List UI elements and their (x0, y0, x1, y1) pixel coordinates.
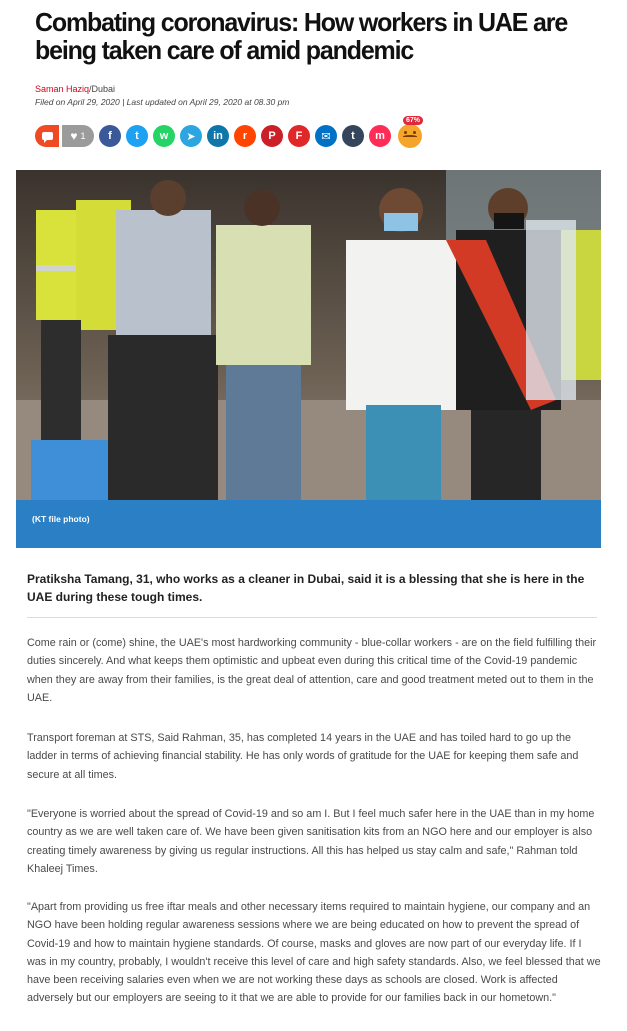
twitter-share-button[interactable] (126, 125, 148, 147)
telegram-icon: ➤ (186, 130, 196, 143)
share-buttons (99, 125, 396, 147)
article-paragraph: "Apart from providing us free iftar meals and other necessary items required to maintain hygiene, our company and an NGO have been holding regular awareness sessions where we are being educated on how to prevent the spread of Covid-19 and how to maintain hygiene standards. Of course, masks and gloves are now part of our everyday life. If I was in my country, probably, I wouldn't receive this level of care and high safety standards. Also, we feel blessed that we have been receiving salaries even when we are not working these days as schools are closed. Work is affected adversely but our employers are seeing to it that we are able to provide for our families back in our hometown." (27, 901, 601, 1005)
comment-icon (42, 132, 53, 140)
angry-face-icon (403, 135, 417, 138)
linkedin-icon: in (213, 130, 223, 142)
byline (35, 84, 115, 94)
tumblr-icon: t (351, 130, 355, 142)
email-icon: ✉ (321, 130, 331, 143)
flipboard-share-button[interactable] (288, 125, 310, 147)
hero-photo-illustration (16, 170, 601, 500)
byline-location: /Dubai (89, 84, 116, 94)
messenger-icon: m (375, 130, 385, 142)
messenger-share-button[interactable] (369, 125, 391, 147)
telegram-share-button[interactable] (180, 125, 202, 147)
reaction-eye-right (413, 131, 416, 134)
reddit-icon: r (242, 130, 248, 142)
heart-icon: ♥ (70, 129, 78, 143)
article-paragraph: Come rain or (come) shine, the UAE's most hardworking community - blue-collar workers - are on the field fulfilling their duties sincerely. And what keeps them optimistic and upbeat even during this critical time of the Covid-19 pandemic when they are away from their families, is the great deal of attention, care and good treatment meted out to them in the UAE. (27, 637, 597, 704)
reaction-badge: 67% (403, 116, 423, 125)
whatsapp-icon: w (159, 130, 169, 142)
reddit-share-button[interactable] (234, 125, 256, 147)
author-link[interactable]: Saman Haziq (35, 84, 90, 94)
twitter-icon: t (135, 130, 139, 142)
lead-divider (27, 617, 597, 618)
article-lead: Pratiksha Tamang, 31, who works as a cleaner in Dubai, said it is a blessing that she is here in the UAE during these tough times. (27, 572, 585, 604)
photo-caption: (KT file photo) (16, 500, 601, 548)
article-headline: Combating coronavirus: How workers in UAE are being taken care of amid pandemic (35, 7, 568, 65)
facebook-icon: f (108, 130, 112, 142)
like-count: 1 (80, 131, 86, 141)
hero-photo (16, 170, 601, 500)
flipboard-icon: F (295, 130, 303, 142)
linkedin-share-button[interactable] (207, 125, 229, 147)
hero-figure (16, 170, 601, 548)
pinterest-icon: P (268, 130, 276, 142)
reaction-button[interactable] (398, 117, 422, 148)
facebook-share-button[interactable] (99, 125, 121, 147)
article-paragraph: Transport foreman at STS, Said Rahman, 35, has completed 14 years in the UAE and has toiled hard to go up the ladder in terms of achieving financial stability. He has only words of gratitude for the UAE for keeping them safe and secure at all times. (27, 732, 579, 781)
article-paragraph: "Everyone is worried about the spread of Covid-19 and so am I. But I feel much safer here in the UAE than in my home country as we are well taken care of. We have been given sanitisation kits from an NGO here and our employer is also creating timely awareness by giving us regular instructions. All this has helped us stay calm and safe," Rahman told Khaleej Times. (27, 808, 595, 875)
like-button[interactable] (62, 125, 94, 147)
tumblr-share-button[interactable] (342, 125, 364, 147)
reaction-eye-left (404, 131, 407, 134)
comment-button[interactable] (35, 125, 59, 147)
whatsapp-share-button[interactable] (153, 125, 175, 147)
share-bar (35, 117, 422, 148)
dateline: Filed on April 29, 2020 | Last updated on April 29, 2020 at 08.30 pm (35, 97, 290, 107)
pinterest-share-button[interactable] (261, 125, 283, 147)
email-share-button[interactable] (315, 125, 337, 147)
